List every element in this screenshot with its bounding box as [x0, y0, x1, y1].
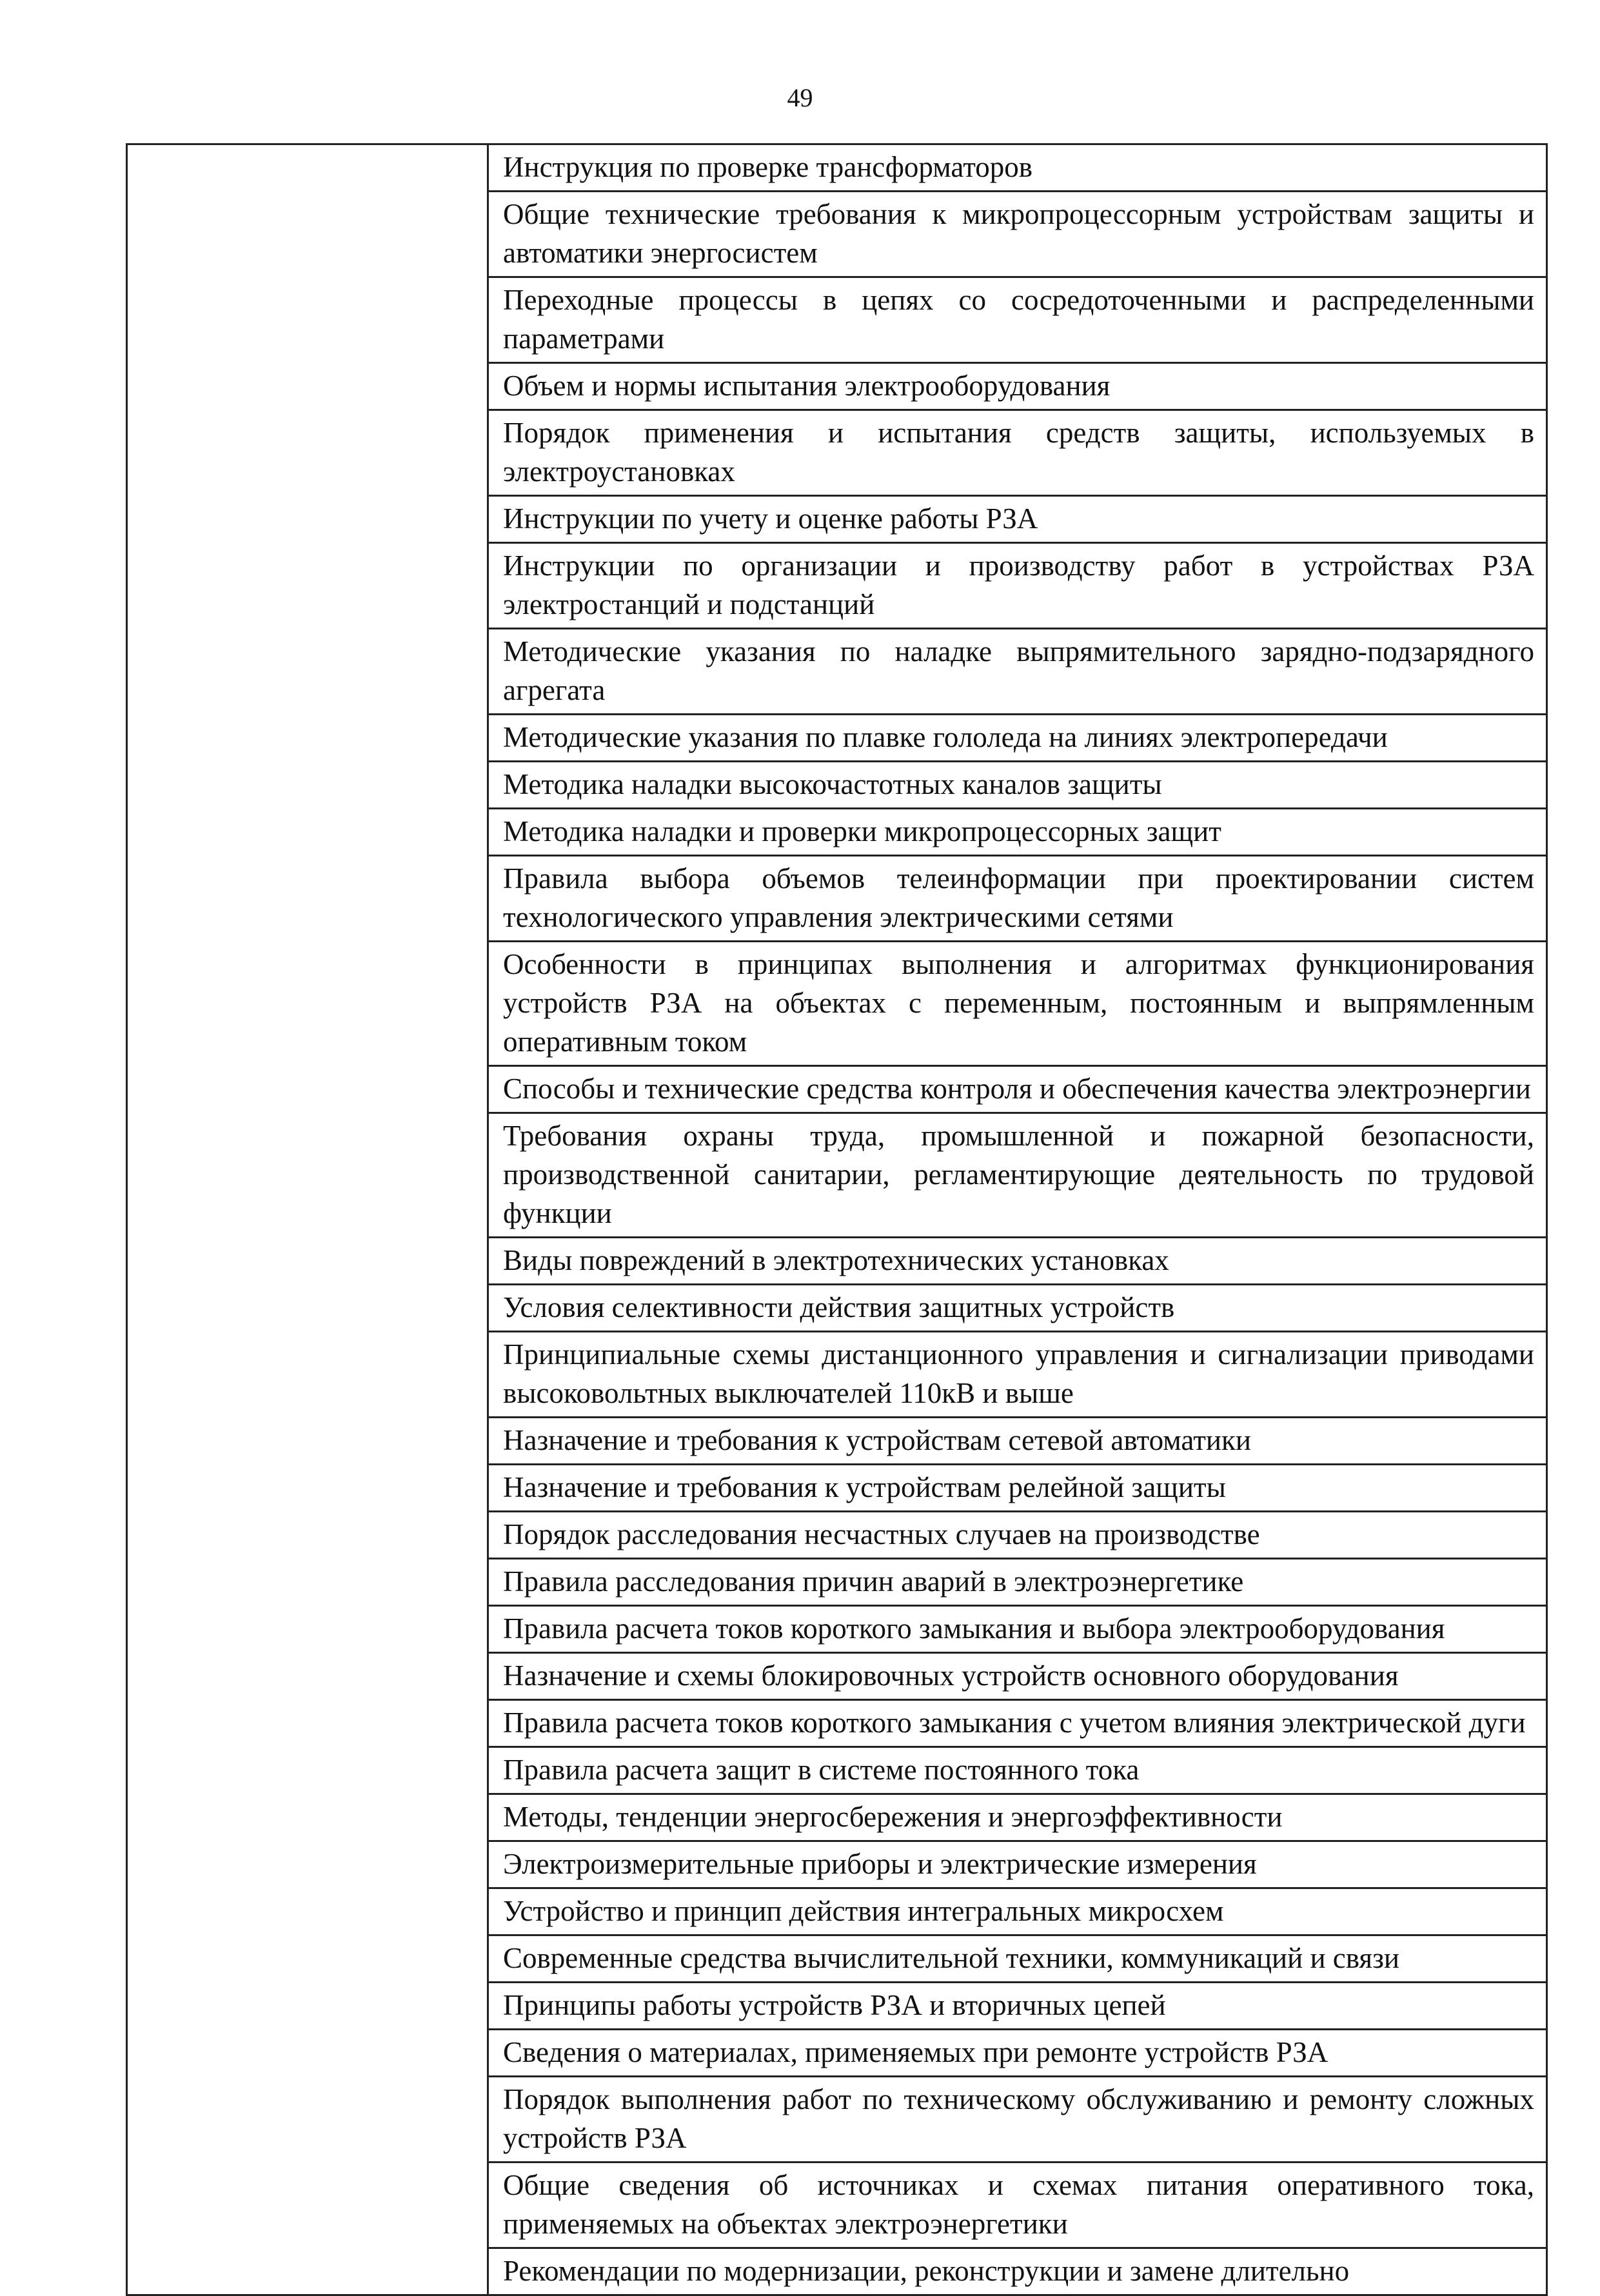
- knowledge-item: Рекомендации по модернизации, реконструкции и замене длительно: [488, 2248, 1547, 2295]
- knowledge-item: Методика наладки и проверки микропроцессорных защит: [488, 809, 1547, 856]
- knowledge-item: Методы, тенденции энергосбережения и энергоэффективности: [488, 1794, 1547, 1841]
- knowledge-item: Методика наладки высокочастотных каналов защиты: [488, 762, 1547, 809]
- knowledge-item: Правила расчета токов короткого замыкания и выбора электрооборудования: [488, 1606, 1547, 1653]
- knowledge-item: Методические указания по плавке гололеда на линиях электропередачи: [488, 715, 1547, 762]
- knowledge-item: Инструкции по организации и производству работ в устройствах РЗА электростанций и подстанций: [488, 543, 1547, 629]
- knowledge-item: Порядок применения и испытания средств защиты, используемых в электроустановках: [488, 410, 1547, 496]
- knowledge-item: Виды повреждений в электротехнических установках: [488, 1238, 1547, 1285]
- knowledge-item: Электроизмерительные приборы и электрические измерения: [488, 1841, 1547, 1888]
- knowledge-item: Общие технические требования к микропроцессорным устройствам защиты и автоматики энергосистем: [488, 192, 1547, 277]
- knowledge-item: Методические указания по наладке выпрямительного зарядно-подзарядного агрегата: [488, 629, 1547, 715]
- table-body: [127, 144, 1547, 2295]
- knowledge-item: Переходные процессы в цепях со сосредоточенными и распределенными параметрами: [488, 277, 1547, 363]
- knowledge-item: Условия селективности действия защитных устройств: [488, 1285, 1547, 1332]
- knowledge-item: Назначение и требования к устройствам сетевой автоматики: [488, 1418, 1547, 1465]
- table-row: [127, 144, 1547, 192]
- knowledge-item: Порядок выполнения работ по техническому обслуживанию и ремонту сложных устройств РЗА: [488, 2077, 1547, 2162]
- knowledge-item: Особенности в принципах выполнения и алгоритмах функционирования устройств РЗА на объектах с переменным, постоянным и выпрямленным оперативным током: [488, 942, 1547, 1066]
- knowledge-item: Способы и технические средства контроля и обеспечения качества электроэнергии: [488, 1066, 1547, 1113]
- knowledge-item: Современные средства вычислительной техники, коммуникаций и связи: [488, 1935, 1547, 1983]
- knowledge-item: Правила расчета токов короткого замыкания с учетом влияния электрической дуги: [488, 1700, 1547, 1747]
- knowledge-item: Принципы работы устройств РЗА и вторичных цепей: [488, 1983, 1547, 2030]
- knowledge-item: Устройство и принцип действия интегральных микросхем: [488, 1888, 1547, 1935]
- knowledge-item: Сведения о материалах, применяемых при ремонте устройств РЗА: [488, 2030, 1547, 2077]
- knowledge-item: Объем и нормы испытания электрооборудования: [488, 363, 1547, 410]
- knowledge-item: Требования охраны труда, промышленной и пожарной безопасности, производственной санитарии, регламентирующие деятельность по трудовой функции: [488, 1113, 1547, 1238]
- left-empty-cell: [127, 144, 488, 2295]
- knowledge-item: Инструкции по учету и оценке работы РЗА: [488, 496, 1547, 543]
- knowledge-item: Правила расследования причин аварий в электроэнергетике: [488, 1559, 1547, 1606]
- page-number: 49: [787, 83, 813, 112]
- knowledge-item: Правила выбора объемов телеинформации при проектировании систем технологического управления электрическими сетями: [488, 856, 1547, 942]
- knowledge-item: Порядок расследования несчастных случаев на производстве: [488, 1512, 1547, 1559]
- knowledge-table: [126, 143, 1548, 2296]
- knowledge-item: Назначение и требования к устройствам релейной защиты: [488, 1465, 1547, 1512]
- knowledge-item: Общие сведения об источниках и схемах питания оперативного тока, применяемых на объектах электроэнергетики: [488, 2162, 1547, 2248]
- knowledge-item: Инструкция по проверке трансформаторов: [488, 144, 1547, 192]
- knowledge-item: Принципиальные схемы дистанционного управления и сигнализации приводами высоковольтных выключателей 110кВ и выше: [488, 1332, 1547, 1418]
- knowledge-item: Правила расчета защит в системе постоянного тока: [488, 1747, 1547, 1794]
- knowledge-item: Назначение и схемы блокировочных устройств основного оборудования: [488, 1653, 1547, 1700]
